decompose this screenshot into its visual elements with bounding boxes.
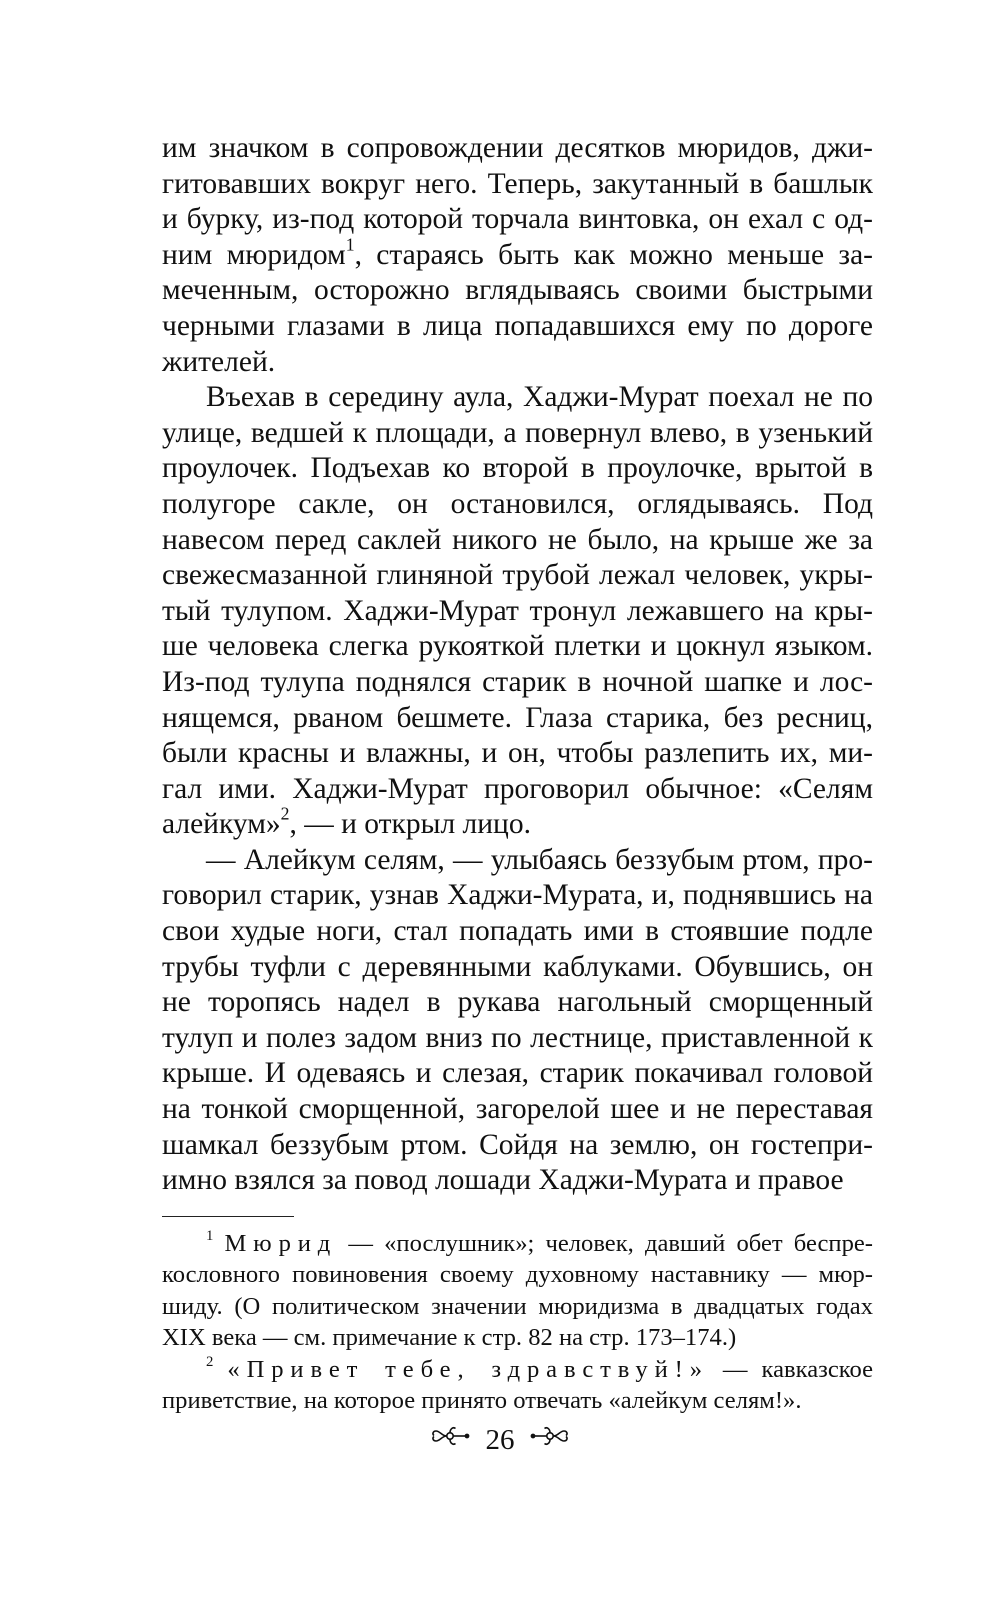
footnote-2-text: — кавказское приветствие, на которое принято отвечать «алейкум селям!». [162, 1355, 873, 1415]
paragraph-3 [162, 843, 873, 1199]
paragraph-1-text: им значком в сопровождении десятков мюридов, джигитовавших вокруг него. Теперь, закутанный в башлык и бурку, из-под которой торчала винтовка, он ехал с одним мюридом [162, 132, 873, 271]
ornament-flourish-icon [430, 1422, 470, 1458]
paragraph-2-text: Въехав в середину аула, Хаджи-Мурат поехал не по улице, ведшей к площади, а повернул влево, в узенький проулочек. Подъехав ко второй в проулочке, врытой в полугоре сакле, он остановился, оглядываясь. Под навесом перед саклей никого не было, на крыше же за свежесмазанной глиняной трубой лежал человек, укрытый тулупом. Хаджи-Мурат тронул лежавшего на крыше человека слегка рукояткой плетки и цокнул языком. Из-под тулупа поднялся старик в ночной шапке и лоснящемся, рваном бешмете. Глаза старика, без ресниц, были красны и влажны, и он, чтобы разлепить их, мигал ими. Хаджи-Мурат проговорил обычное: «Селям алейкум» [162, 381, 873, 841]
paragraph-2 [162, 380, 873, 843]
paragraph-3-text: — Алейкум селям, — улыбаясь беззубым ртом, проговорил старик, узнав Хаджи-Мурата, и, поднявшись на свои худые ноги, стал попадать ими в стоявшие подле трубы туфли с деревянными каблуками. Обувшись, он не торопясь надел в рукава нагольный сморщенный тулуп и полез задом вниз по лестнице, приставленной к крыше. И одеваясь и слезая, старик покачивал головой на тонкой сморщенной, загорелой шее и не переставая шамкал беззубым ртом. Сойдя на землю, он гостеприимно взялся за повод лошади Хаджи-Мурата и правое [162, 843, 873, 1197]
page-footer [0, 1420, 1000, 1458]
paragraph-1 [162, 131, 873, 380]
body-text [162, 131, 873, 1199]
footnote-2 [162, 1354, 873, 1417]
footnote-2-mark: 2 [206, 1353, 214, 1370]
page [162, 131, 873, 1417]
footnote-ref-1: 1 [345, 234, 355, 255]
footnote-1-term: Мюрид [224, 1229, 338, 1257]
footnote-1 [162, 1228, 873, 1354]
footnotes [162, 1228, 873, 1417]
page-number: 26 [485, 1424, 515, 1457]
footnote-ref-2: 2 [280, 804, 290, 825]
footnote-divider [162, 1216, 294, 1217]
paragraph-1-tail: , стараясь быть как можно меньше замеченным, осторожно вглядываясь своими быстрыми черными глазами в лица попадавшихся ему по дороге жителей. [162, 238, 873, 378]
footnote-1-mark: 1 [206, 1227, 214, 1244]
footnote-1-text: — «послушник»; человек, давший обет беспрекословного повиновения своему духовному наставнику — мюршиду. (О политическом значении мюридизма в двадцатых годах XIX века — см. примечание к стр. 82 на стр. 173–174.) [162, 1229, 873, 1352]
paragraph-2-tail: , — и открыл лицо. [289, 808, 531, 841]
footnote-2-term: «Привет тебе, здравствуй!» [227, 1355, 709, 1383]
ornament-flourish-icon [530, 1422, 570, 1458]
